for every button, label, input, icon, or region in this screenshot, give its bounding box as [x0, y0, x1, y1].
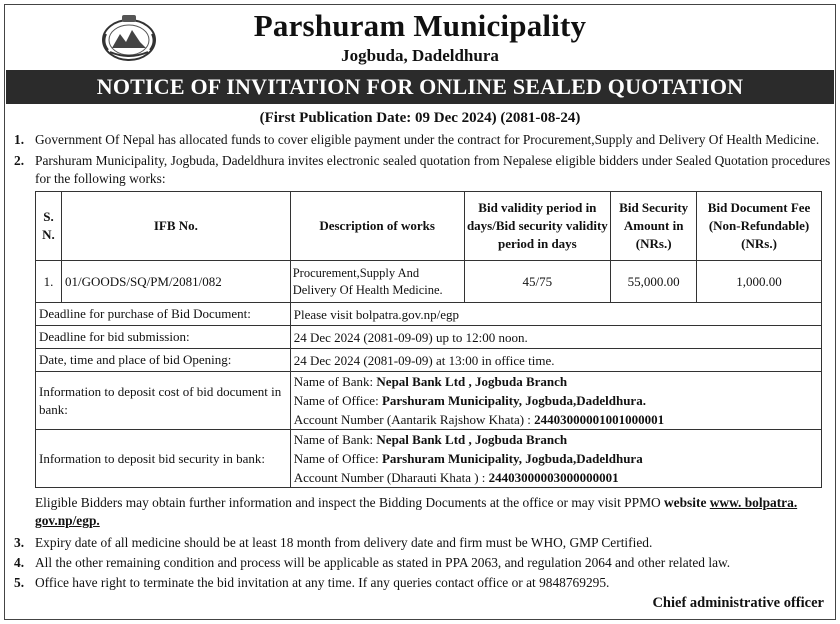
header-fee: Bid Document Fee (Non-Refundable) (NRs.): [697, 192, 822, 261]
deadline-submission-row: [36, 326, 822, 349]
account-number: 24403000003000000001: [488, 470, 619, 485]
signature: Chief administrative officer: [652, 595, 824, 611]
cell-sn: 1.: [36, 261, 62, 303]
account-line: [294, 410, 821, 429]
account-line: [294, 468, 821, 487]
deadline-purchase-value: Please visit bolpatra.gov.np/egp: [290, 303, 821, 326]
notice-title-bar: NOTICE OF INVITATION FOR ONLINE SEALED QUOTATION: [6, 70, 834, 104]
eligible-text: Eligible Bidders may obtain further information and inspect the Bidding Documents at the office or may visit PPMO: [35, 495, 664, 510]
publication-date: (First Publication Date: 09 Dec 2024) (2081-08-24): [259, 110, 581, 126]
point-text: Government Of Nepal has allocated funds to cover eligible payment under the contract for Procurement,Supply and Delivery Of Health Medicine.: [35, 132, 820, 147]
office-name-prefix: Name of Office:: [293, 393, 382, 408]
deadline-submission-value: 24 Dec 2024 (2081-09-09) up to 12:00 noon.: [290, 326, 821, 349]
bid-opening-value: 24 Dec 2024 (2081-09-09) at 13:00 in office time.: [290, 349, 821, 372]
account-prefix: Account Number (Aantarik Rajshow Khata) :: [293, 412, 535, 427]
office-name-prefix: Name of Office:: [293, 451, 382, 466]
deadline-purchase-label: Deadline for purchase of Bid Document:: [36, 303, 291, 326]
table-row: [36, 261, 822, 303]
works-table: [35, 191, 822, 488]
deposit-security-label: Information to deposit bid security in bank:: [36, 430, 291, 488]
bank-name-prefix: Name of Bank:: [293, 374, 377, 389]
table-header-row: [36, 192, 822, 261]
deposit-cost-details: [290, 372, 821, 430]
cell-fee: 1,000.00: [697, 261, 822, 303]
bank-name: Nepal Bank Ltd , Jogbuda Branch: [376, 432, 568, 447]
cell-ifb: 01/GOODS/SQ/PM/2081/082: [61, 261, 290, 303]
deposit-cost-label: Information to deposit cost of bid document in bank:: [36, 372, 291, 430]
header-validity: Bid validity period in days/Bid security validity period in days: [464, 192, 611, 261]
office-name: Parshuram Municipality, Jogbuda,Dadeldhura.: [381, 393, 646, 408]
page-title: Parshuram Municipality: [253, 8, 587, 43]
point-number: 3.: [14, 535, 25, 550]
point-number: 4.: [14, 555, 25, 570]
cell-validity: 45/75: [464, 261, 611, 303]
point-number: 5.: [14, 575, 25, 590]
deadline-submission-label: Deadline for bid submission:: [36, 326, 291, 349]
website-label: website: [664, 495, 710, 510]
cell-security: 55,000.00: [611, 261, 697, 303]
bid-opening-label: Date, time and place of bid Opening:: [36, 349, 291, 372]
cell-description: Procurement,Supply And Delivery Of Health Medicine.: [290, 261, 464, 303]
point-number: 1.: [14, 132, 25, 147]
header-description: Description of works: [290, 192, 464, 261]
bank-name-line: [294, 372, 821, 391]
bank-name-prefix: Name of Bank:: [293, 432, 377, 447]
point-text: All the other remaining condition and process will be applicable as stated in PPA 2063, and regulation 2064 and other related law.: [35, 555, 731, 570]
header: [0, 0, 840, 70]
deposit-security-details: [290, 430, 821, 488]
office-name-line: [294, 391, 821, 410]
point-text: Office have right to terminate the bid invitation at any time. If any queries contact office or at 9848769295.: [35, 575, 610, 590]
bid-opening-row: [36, 349, 822, 372]
website-link[interactable]: www. bolpatra. gov.np/egp.: [35, 495, 798, 528]
header-ifb: IFB No.: [61, 192, 290, 261]
page-subtitle: Jogbuda, Dadeldhura: [341, 46, 499, 65]
bank-name-line: [294, 430, 821, 449]
account-number: 24403000001001000001: [534, 412, 665, 427]
deposit-security-row: [36, 430, 822, 488]
account-prefix: Account Number (Dharauti Khata ) :: [293, 470, 489, 485]
point-number: 2.: [14, 153, 25, 168]
header-sn: S. N.: [36, 192, 62, 261]
deadline-purchase-row: [36, 303, 822, 326]
eligible-bidders-note: [35, 494, 825, 530]
header-security: Bid Security Amount in (NRs.): [611, 192, 697, 261]
office-name: Parshuram Municipality, Jogbuda,Dadeldhura: [381, 451, 643, 466]
point-text: Parshuram Municipality, Jogbuda, Dadeldhura invites electronic sealed quotation from Nepalese eligible bidders under Sealed Quotation procedures for the following works:: [35, 153, 831, 186]
deposit-cost-row: [36, 372, 822, 430]
office-name-line: [294, 449, 821, 468]
point-text: Expiry date of all medicine should be at least 18 month from delivery date and firm must be WHO, GMP Certified.: [35, 535, 653, 550]
bank-name: Nepal Bank Ltd , Jogbuda Branch: [376, 374, 568, 389]
